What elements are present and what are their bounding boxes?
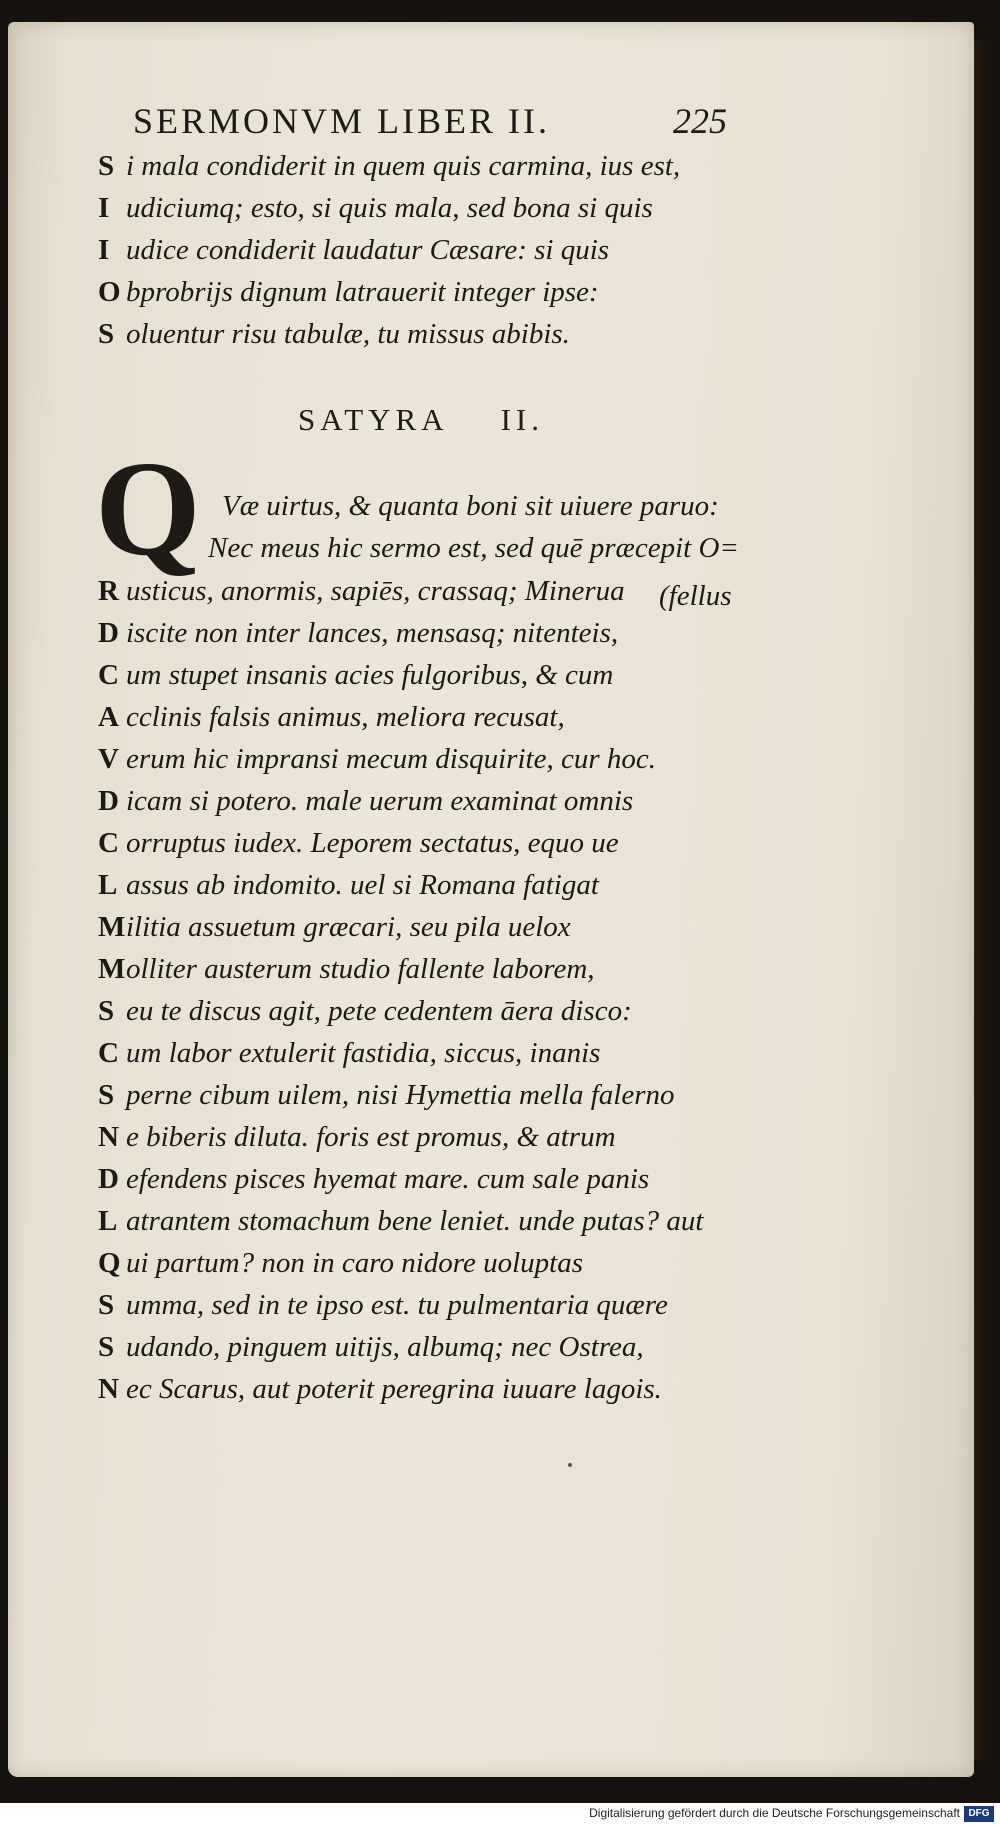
verse-text: umma, sed in te ipso est. tu pulmentaria quære (126, 1289, 668, 1321)
verse-initial: A (98, 701, 119, 733)
ink-speck (568, 1463, 572, 1467)
verse-text: usticus, anormis, sapiēs, crassaq; Minerua (126, 575, 625, 607)
verse-line (98, 617, 618, 657)
verse-initial: S (98, 1079, 115, 1111)
verse-text: erum hic impransi mecum disquirite, cur hoc. (126, 743, 656, 775)
verse-line (98, 1037, 600, 1077)
verse-text: efendens pisces hyemat mare. cum sale panis (126, 1163, 650, 1195)
verse-initial: D (98, 617, 119, 649)
verse-line (98, 911, 571, 951)
verse-line (98, 192, 653, 232)
verse-line (98, 276, 599, 316)
verse-text: ec Scarus, aut poterit peregrina iuuare lagois. (126, 1373, 662, 1405)
verse-initial: L (98, 1205, 118, 1237)
verse-text: icam si potero. male uerum examinat omnis (126, 785, 634, 817)
verse-text: um stupet insanis acies fulgoribus, & cum (126, 659, 614, 691)
funding-credit: Digitalisierung gefördert durch die Deutsche Forschungsgemeinschaft (589, 1806, 960, 1820)
verse-initial: M (98, 953, 126, 985)
verse-text: cclinis falsis animus, meliora recusat, (126, 701, 565, 733)
verse-initial: I (98, 234, 110, 266)
verse-initial: D (98, 785, 119, 817)
verse-text: olliter austerum studio fallente laborem, (126, 953, 595, 985)
verse-line (98, 1079, 674, 1119)
digitization-footer (0, 1803, 1000, 1825)
verse-text: udiciumq; esto, si quis mala, sed bona si quis (126, 192, 653, 224)
opening-line: Væ uirtus, & quanta boni sit uiuere paruo: (222, 490, 719, 522)
drop-cap: Q (95, 434, 201, 584)
verse-line (98, 701, 565, 741)
section-heading-title: SATYRA (298, 402, 449, 437)
verse-initial: I (98, 192, 110, 224)
verse-initial: N (98, 1121, 119, 1153)
verse-initial: N (98, 1373, 119, 1405)
verse-initial: Q (98, 1247, 121, 1279)
verse-initial: R (98, 575, 119, 607)
verse-line (98, 995, 632, 1035)
opening-line: Nec meus hic sermo est, sed quē præcepit O= (208, 532, 739, 564)
verse-text: orruptus iudex. Leporem sectatus, equo ue (126, 827, 619, 859)
verse-initial: V (98, 743, 119, 775)
verse-initial: C (98, 1037, 119, 1069)
verse-line (98, 785, 633, 825)
verse-line (98, 234, 609, 274)
verse-line (98, 1205, 704, 1245)
running-title: SERMONVM LIBER II. (133, 101, 551, 141)
verse-initial: C (98, 659, 119, 691)
verse-line (98, 1331, 644, 1371)
verse-initial: M (98, 911, 126, 943)
verse-line (98, 869, 599, 909)
dfg-logo: DFG (964, 1806, 994, 1822)
verse-text: atrantem stomachum bene leniet. unde putas? aut (126, 1205, 704, 1237)
verse-text: udando, pinguem uitijs, albumq; nec Ostrea, (126, 1331, 644, 1363)
verse-initial: D (98, 1163, 119, 1195)
running-header (133, 100, 753, 150)
verse-initial: S (98, 995, 115, 1027)
verse-text: eu te discus agit, pete cedentem āera disco: (126, 995, 632, 1027)
verse-line (98, 575, 625, 615)
section-heading-number: II. (500, 402, 544, 437)
verse-text: oluentur risu tabulæ, tu missus abibis. (126, 318, 570, 350)
catchword: (fellus (659, 580, 732, 612)
verse-initial: S (98, 1331, 115, 1363)
verse-line (98, 1373, 662, 1413)
verse-text: i mala condiderit in quem quis carmina, ius est, (126, 150, 681, 182)
verse-line (98, 659, 613, 699)
verse-line (98, 1247, 583, 1287)
verse-text: assus ab indomito. uel si Romana fatigat (126, 869, 599, 901)
verse-text: ilitia assuetum græcari, seu pila uelox (126, 911, 571, 943)
verse-initial: L (98, 869, 118, 901)
verse-text: perne cibum uilem, nisi Hymettia mella falerno (126, 1079, 675, 1111)
verse-line (98, 1163, 649, 1203)
page-number: 225 (673, 101, 727, 141)
verse-line (98, 318, 570, 358)
verse-initial: S (98, 150, 115, 182)
verse-initial: S (98, 318, 115, 350)
verse-line (98, 1289, 668, 1329)
verse-line (98, 1121, 616, 1161)
section-heading (298, 402, 544, 438)
verse-text: iscite non inter lances, mensasq; nitenteis, (126, 617, 619, 649)
verse-text: bprobrijs dignum latrauerit integer ipse: (126, 276, 599, 308)
verse-line (98, 150, 680, 190)
verse-text: e biberis diluta. foris est promus, & atrum (126, 1121, 616, 1153)
verse-text: udice condiderit laudatur Cæsare: si quis (126, 234, 610, 266)
verse-line (98, 827, 619, 867)
verse-text: ui partum? non in caro nidore uoluptas (126, 1247, 584, 1279)
verse-line (98, 953, 595, 993)
verse-initial: O (98, 276, 121, 308)
verse-line (98, 743, 656, 783)
verse-initial: C (98, 827, 119, 859)
verse-initial: S (98, 1289, 115, 1321)
verse-text: um labor extulerit fastidia, siccus, inanis (126, 1037, 601, 1069)
